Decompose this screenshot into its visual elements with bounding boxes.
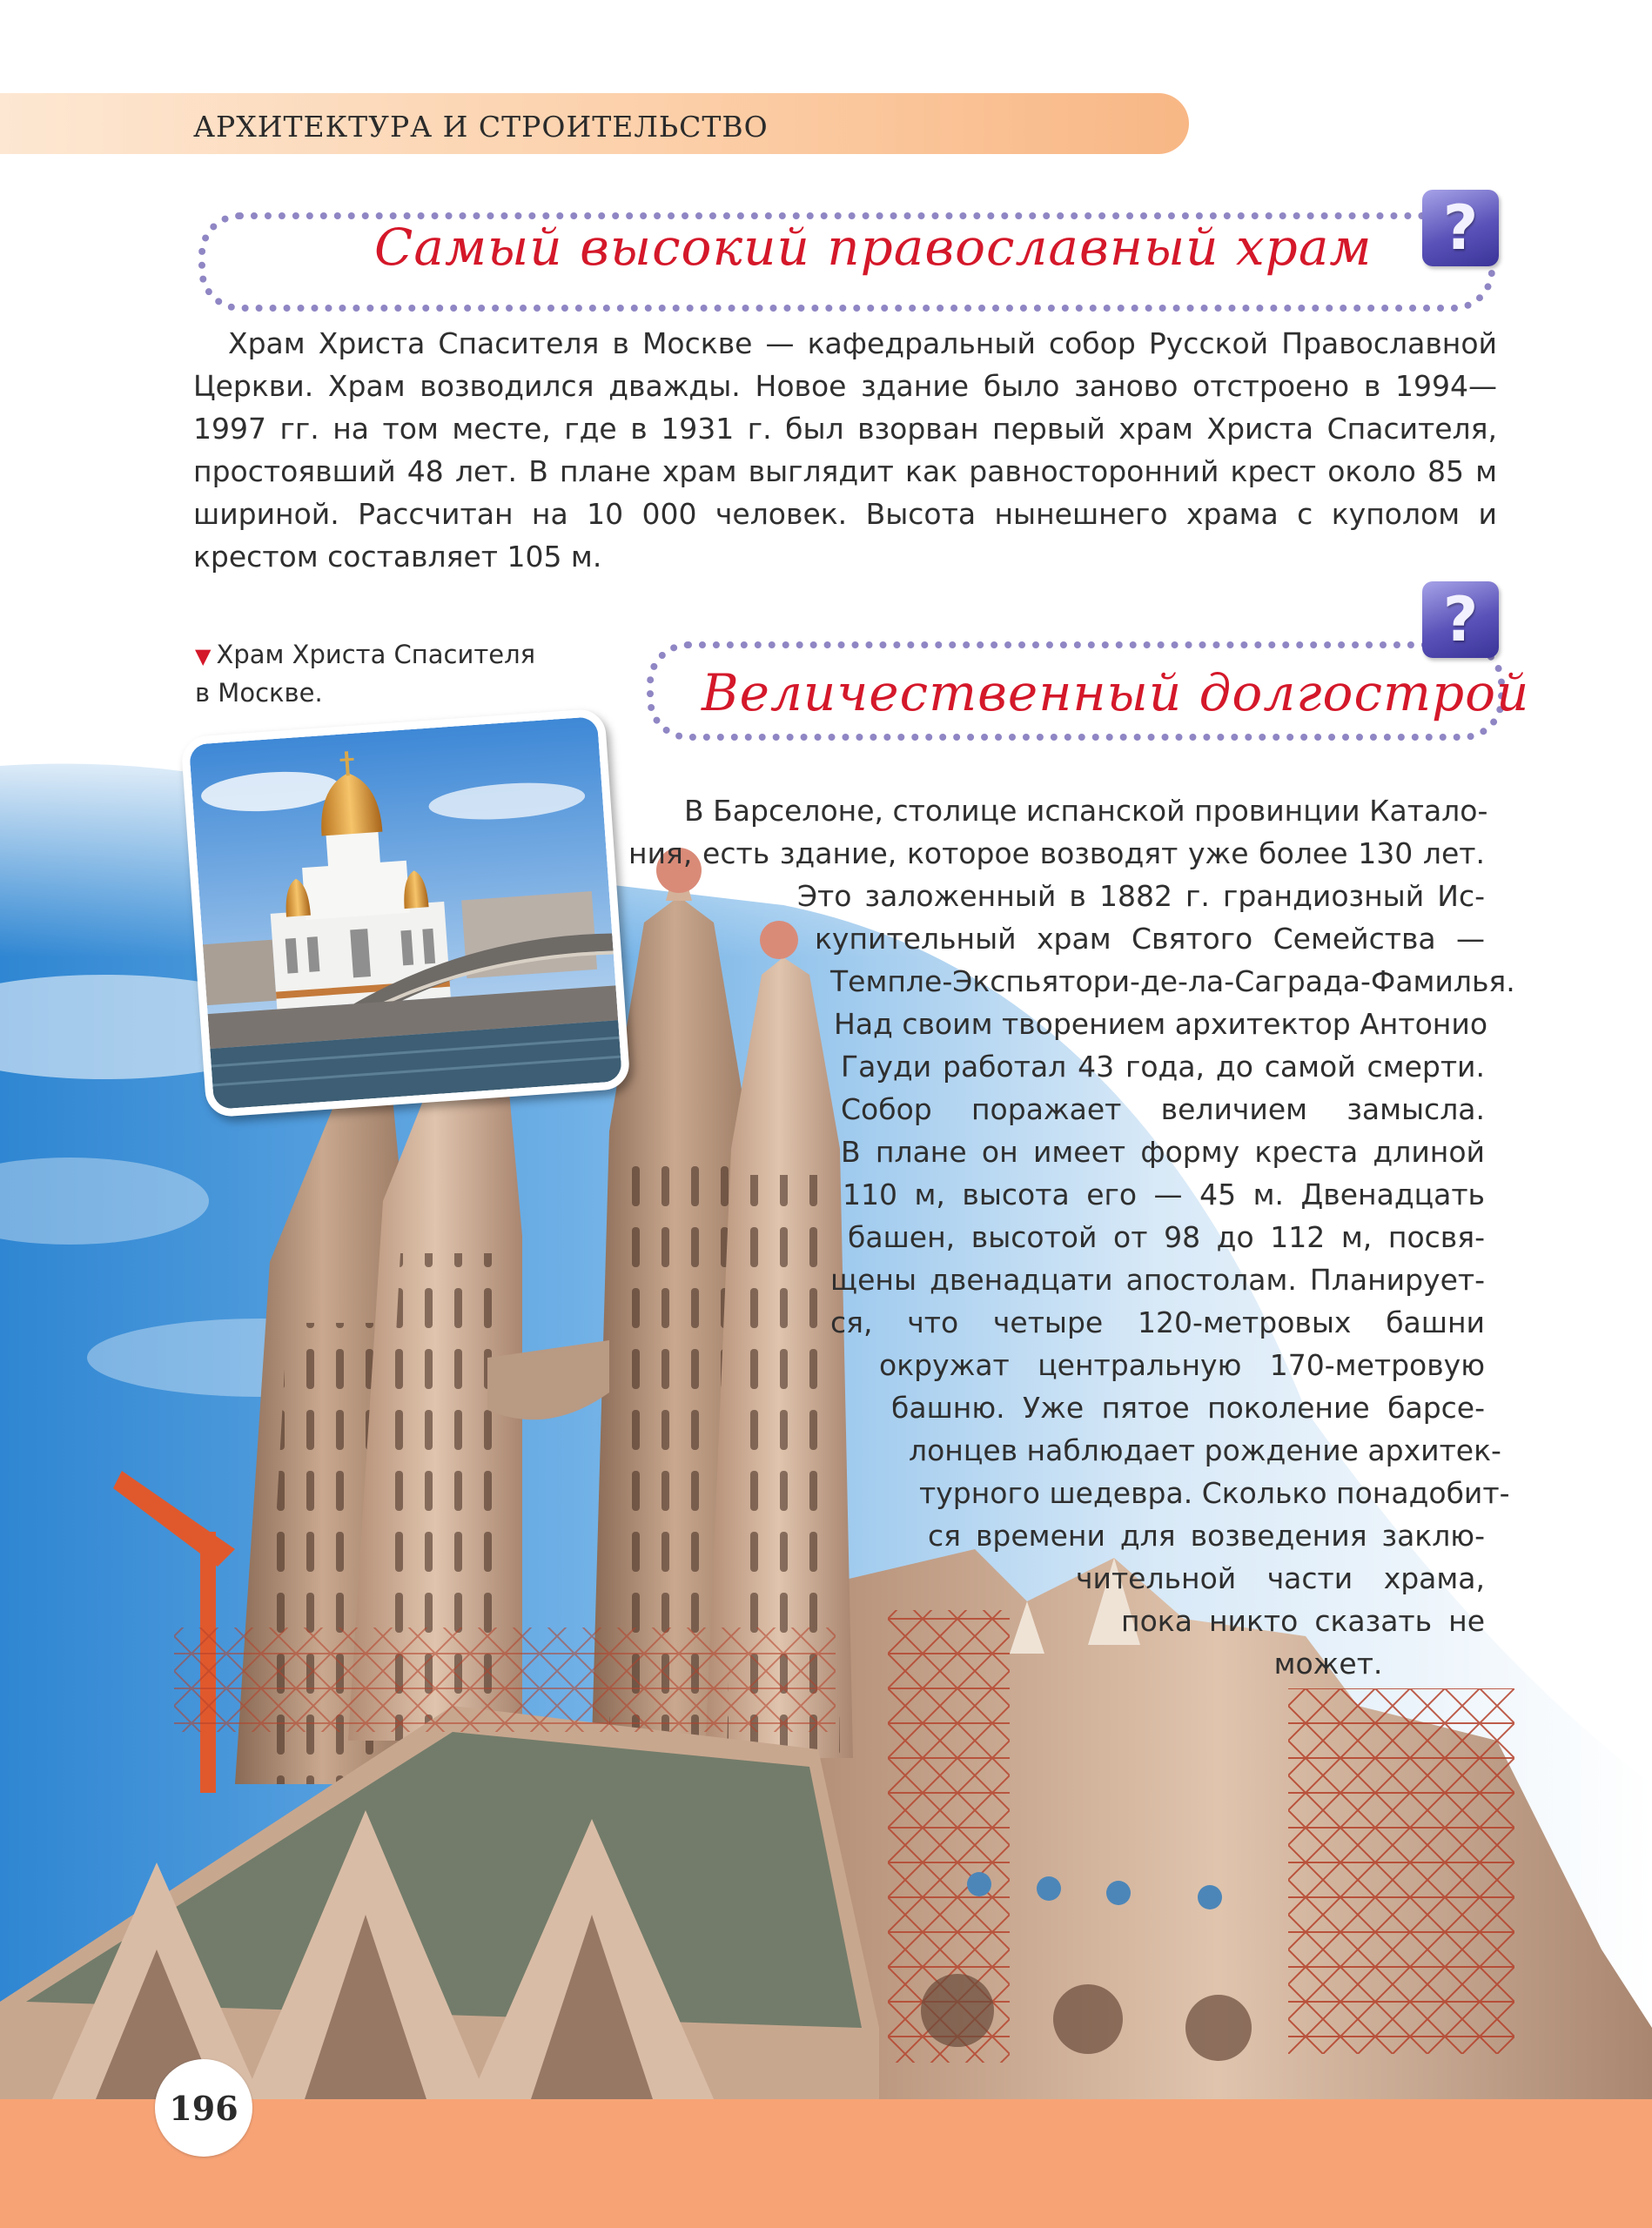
text-line: ся времени для возведения заклю- bbox=[928, 1519, 1485, 1553]
text-line: шириной. Рассчитан на 10 000 человек. Высота нынешнего храма с куполом и bbox=[193, 497, 1497, 531]
text-line: Собор поражает величием замысла. bbox=[841, 1092, 1485, 1126]
text-line: может. bbox=[1273, 1647, 1383, 1681]
question-mark-icon: ? bbox=[1422, 190, 1499, 266]
text-line: башню. Уже пятое поколение барсе- bbox=[891, 1391, 1485, 1425]
text-line: простоявший 48 лет. В плане храм выглядит как равносторонний крест около 85 м bbox=[193, 454, 1497, 488]
text-line: Над своим творением архитектор Антонио bbox=[834, 1007, 1488, 1041]
text-line: 110 м, высота его — 45 м. Двенадцать bbox=[843, 1178, 1485, 1211]
text-line: Темпле-Экспьятори-де-ла-Саграда-Фамилья. bbox=[830, 964, 1515, 998]
text-line: башен, высотой от 98 до 112 м, посвя- bbox=[848, 1220, 1485, 1254]
text-line: Гауди работал 43 года, до самой смерти. bbox=[841, 1050, 1485, 1084]
heading-majestic-long-build: Величественный долгострой bbox=[702, 663, 1530, 722]
text-line: ния, есть здание, которое возводят уже более 130 лет. bbox=[628, 836, 1485, 870]
text-line: купительный храм Святого Семейства — bbox=[815, 922, 1485, 956]
text-line: ся, что четыре 120-метровых башни bbox=[830, 1305, 1485, 1339]
page-number: 196 bbox=[169, 2088, 238, 2128]
text-line: окружат центральную 170-метровую bbox=[879, 1348, 1485, 1382]
text-line: пока никто сказать не bbox=[1121, 1604, 1485, 1638]
text-line: турного шедевра. Сколько понадобит- bbox=[919, 1476, 1510, 1510]
page-number-badge bbox=[155, 2059, 252, 2157]
text-line: В Барселоне, столице испанской провинции Катало- bbox=[684, 794, 1488, 828]
photo-christ-the-saviour bbox=[180, 708, 630, 1118]
text-line: В плане он имеет форму креста длиной bbox=[841, 1135, 1485, 1169]
text-line: Храм Христа Спасителя в Москве — кафедральный собор Русской Православной bbox=[228, 326, 1497, 360]
text-line: лонцев наблюдает рождение архитек- bbox=[909, 1433, 1501, 1467]
cathedral-photo-illustration bbox=[189, 716, 622, 1110]
heading-tallest-orthodox-church: Самый высокий православный храм bbox=[374, 218, 1373, 277]
text-line: крестом составляет 105 м. bbox=[193, 540, 602, 574]
section-title: АРХИТЕКТУРА И СТРОИТЕЛЬСТВО bbox=[193, 110, 769, 144]
text-line: 1997 гг. на том месте, где в 1931 г. был взорван первый храм Христа Спасителя, bbox=[193, 412, 1497, 446]
triangle-down-icon: ▼ bbox=[195, 644, 212, 668]
question-mark-icon: ? bbox=[1422, 581, 1499, 658]
caption-line-2: в Москве. bbox=[195, 678, 323, 708]
text-line: Это заложенный в 1882 г. грандиозный Ис- bbox=[797, 879, 1485, 913]
text-line: чительной части храма, bbox=[1076, 1561, 1485, 1595]
text-line: щены двенадцати апостолам. Планирует- bbox=[830, 1263, 1485, 1297]
text-line: Церкви. Храм возводился дважды. Новое здание было заново отстроено в 1994— bbox=[193, 369, 1497, 403]
caption-line-1: Храм Христа Спасителя bbox=[216, 640, 536, 669]
